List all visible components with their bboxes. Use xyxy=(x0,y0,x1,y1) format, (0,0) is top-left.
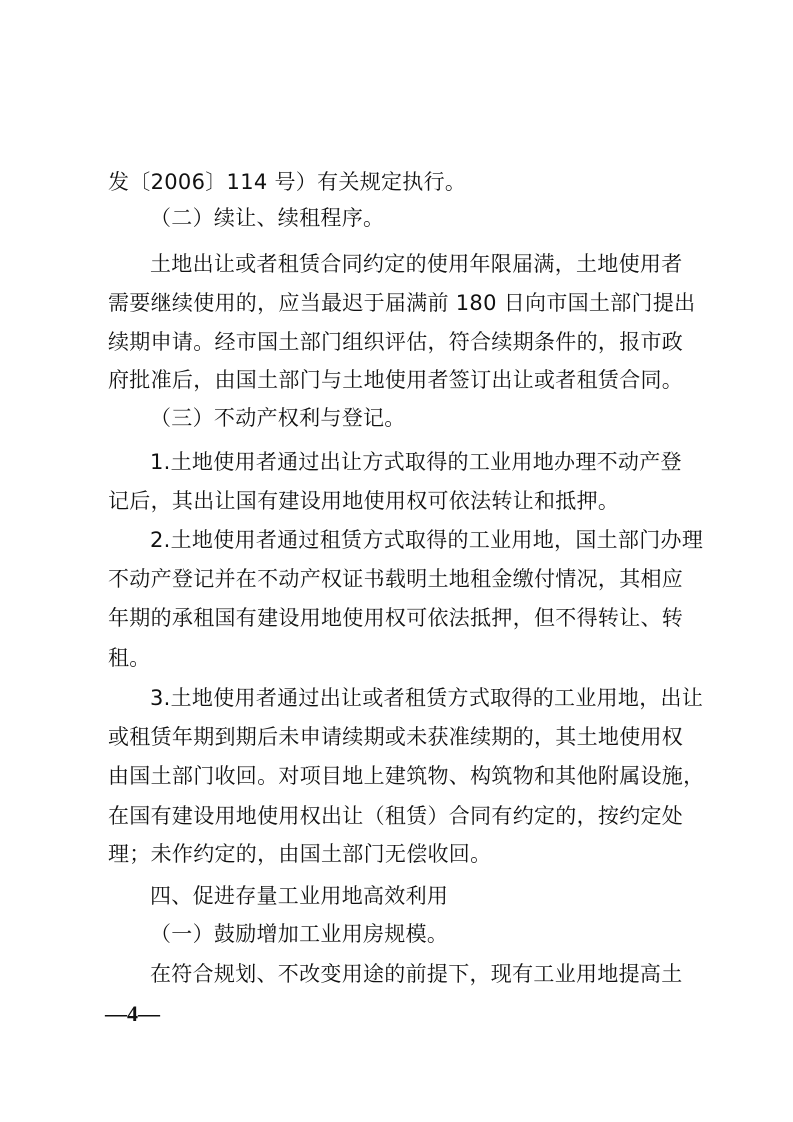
text-line: 理；未作约定的，由国土部门无偿收回。 xyxy=(108,842,492,866)
text-line: 1.土地使用者通过出让方式取得的工业用地办理不动产登 xyxy=(150,450,682,474)
text-line: 由国土部门收回。对项目地上建筑物、构筑物和其他附属设施， xyxy=(108,764,705,788)
text-line: 年期的承租国有建设用地使用权可依法抵押，但不得转让、转 xyxy=(108,606,684,630)
text-line: 府批准后，由国土部门与土地使用者签订出让或者租赁合同。 xyxy=(108,368,684,392)
section-heading: （三）不动产权利与登记。 xyxy=(150,406,406,430)
text-line: 或租赁年期到期后未申请续期或未获准续期的，其土地使用权 xyxy=(108,725,684,749)
text-line: 续期申请。经市国土部门组织评估，符合续期条件的，报市政 xyxy=(108,330,684,354)
text-line: 不动产登记并在不动产权证书载明土地租金缴付情况，其相应 xyxy=(108,567,684,591)
text-line: 需要继续使用的，应当最迟于届满前 180 日向市国土部门提出 xyxy=(108,291,696,315)
section-heading: （一）鼓励增加工业用房规模。 xyxy=(150,922,449,946)
text-line: 2.土地使用者通过租赁方式取得的工业用地，国土部门办理 xyxy=(150,528,704,552)
text-line: 土地出让或者租赁合同约定的使用年限届满，土地使用者 xyxy=(150,252,683,276)
section-heading: 四、促进存量工业用地高效利用 xyxy=(150,884,449,908)
section-heading: （二）续让、续租程序。 xyxy=(150,206,385,230)
text-line: 3.土地使用者通过出让或者租赁方式取得的工业用地，出让 xyxy=(150,686,704,710)
text-line: 在国有建设用地使用权出让（租赁）合同有约定的，按约定处 xyxy=(108,804,684,828)
page-number: —4— xyxy=(105,1001,160,1026)
text-line: 在符合规划、不改变用途的前提下，现有工业用地提高土 xyxy=(150,962,683,986)
text-line: 租。 xyxy=(108,646,151,670)
text-line: 发〔2006〕114 号）有关规定执行。 xyxy=(108,170,467,194)
text-line: 记后，其出让国有建设用地使用权可依法转让和抵押。 xyxy=(108,489,620,513)
